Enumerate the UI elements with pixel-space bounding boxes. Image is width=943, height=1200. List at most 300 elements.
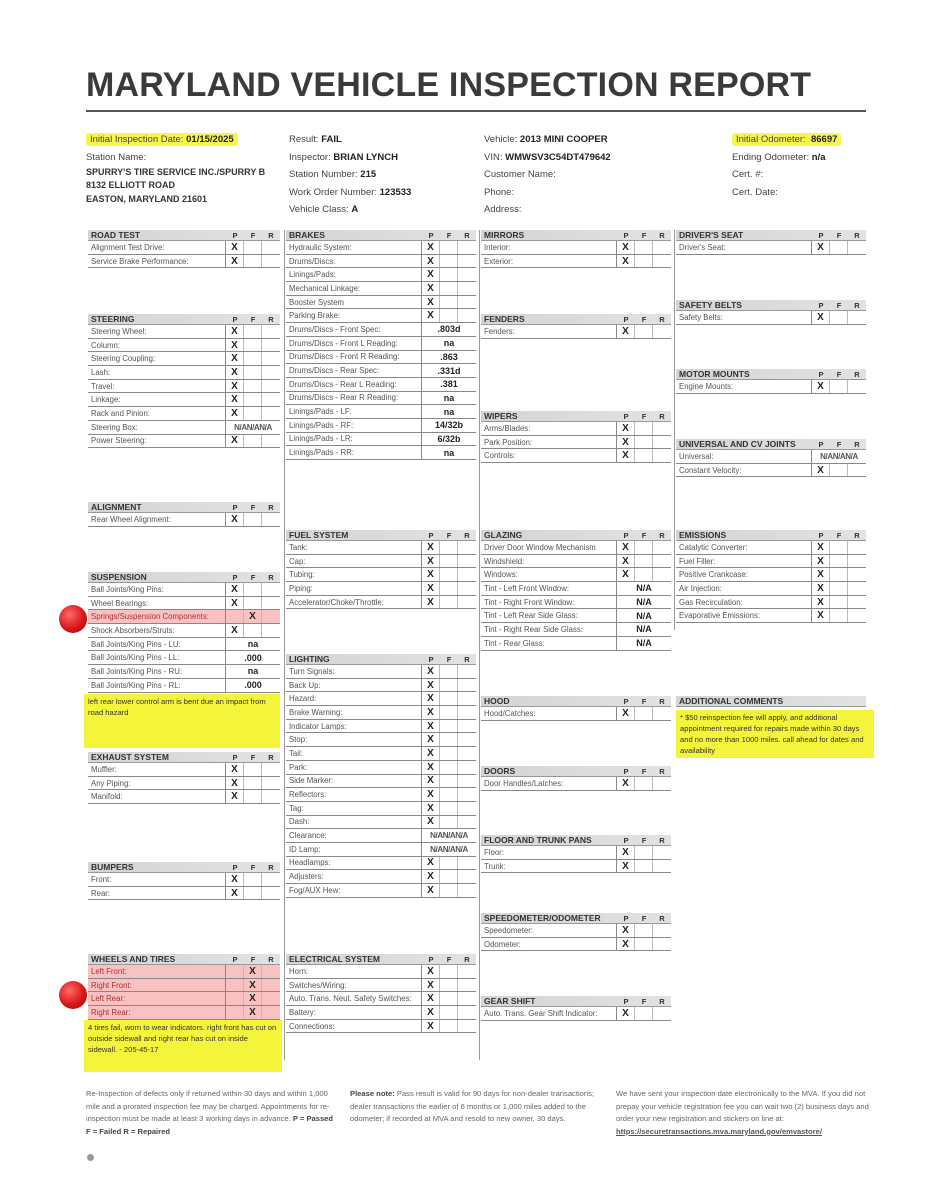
repaired-cell bbox=[262, 763, 280, 776]
section-cv-joints bbox=[676, 439, 866, 477]
inspection-row bbox=[286, 665, 476, 679]
row-measurement: N/A bbox=[636, 624, 652, 635]
row-measurement: N/A bbox=[636, 583, 652, 594]
doors-header: DOORS P F R bbox=[481, 766, 671, 777]
fail-cell bbox=[440, 596, 458, 609]
mirrors-header: MIRRORS P F R bbox=[481, 230, 671, 241]
row-label: Front: bbox=[88, 873, 226, 886]
pass-cell: X bbox=[226, 873, 244, 886]
inspection-row bbox=[286, 568, 476, 582]
inspection-row bbox=[286, 761, 476, 775]
repaired-cell bbox=[458, 555, 476, 568]
repaired-cell bbox=[848, 541, 866, 554]
initial-inspection-date: Initial Inspection Date: 01/15/2025 bbox=[86, 133, 238, 146]
row-label: Tint - Rear Glass: bbox=[481, 637, 617, 650]
inspection-row bbox=[286, 979, 476, 993]
inspection-row bbox=[286, 788, 476, 802]
fail-cell bbox=[440, 309, 458, 322]
repaired-cell bbox=[653, 1007, 671, 1020]
row-measurement: na bbox=[443, 338, 455, 349]
fail-cell bbox=[440, 720, 458, 733]
row-label: Turn Signals: bbox=[286, 665, 422, 678]
row-label: Driver's Seat: bbox=[676, 241, 812, 254]
pass-cell: X bbox=[422, 816, 440, 829]
fail-cell bbox=[244, 393, 262, 406]
inspection-row bbox=[286, 706, 476, 720]
row-measurement: .000 bbox=[244, 680, 262, 691]
inspection-row bbox=[286, 870, 476, 884]
row-label: Linings/Pads - LF: bbox=[286, 405, 422, 418]
repaired-cell bbox=[458, 541, 476, 554]
row-label: Linkage: bbox=[88, 393, 226, 406]
inspection-row bbox=[88, 325, 280, 339]
repaired-cell bbox=[458, 775, 476, 788]
section-fenders bbox=[481, 314, 671, 339]
fail-cell bbox=[635, 541, 653, 554]
row-label: Tint - Right Rear Side Glass: bbox=[481, 623, 617, 636]
pass-cell: X bbox=[226, 790, 244, 803]
repaired-cell bbox=[262, 393, 280, 406]
repaired-cell bbox=[848, 380, 866, 393]
inspection-row bbox=[88, 610, 280, 624]
inspection-row bbox=[88, 624, 280, 638]
fail-cell bbox=[244, 583, 262, 596]
road-test-header: ROAD TEST P F R bbox=[88, 230, 280, 241]
row-label: Left Front: bbox=[88, 965, 226, 978]
inspection-row bbox=[286, 816, 476, 830]
inspection-row bbox=[88, 777, 280, 791]
pass-cell: X bbox=[226, 887, 244, 900]
inspection-row bbox=[481, 637, 671, 651]
pass-cell: X bbox=[422, 857, 440, 870]
repaired-cell bbox=[262, 777, 280, 790]
section-road-test bbox=[88, 230, 280, 268]
row-label: Drums/Discs - Rear Spec: bbox=[286, 364, 422, 377]
fail-cell bbox=[440, 857, 458, 870]
fail-cell bbox=[830, 596, 848, 609]
row-label: Gas Recirculation: bbox=[676, 596, 812, 609]
footer-reinspection-note: Re-Inspection of defects only if returned within 30 days and within 1,000 mile and a prorated inspection fee may be charged. Appointments for re-inspection must be made at least 3 working days in advance. P = Passed F = Failed R = Repaired bbox=[86, 1089, 334, 1136]
inspection-row bbox=[286, 884, 476, 898]
row-label: Ball Joints/King Pins: bbox=[88, 583, 226, 596]
section-safety-belts bbox=[676, 300, 866, 325]
fail-cell bbox=[635, 707, 653, 720]
row-label: Reflectors: bbox=[286, 788, 422, 801]
repaired-cell bbox=[458, 582, 476, 595]
alignment-header: ALIGNMENT P F R bbox=[88, 502, 280, 513]
inspection-row bbox=[286, 733, 476, 747]
pass-cell: X bbox=[617, 541, 635, 554]
fail-cell bbox=[244, 597, 262, 610]
inspection-row bbox=[88, 638, 280, 652]
fail-cell bbox=[440, 582, 458, 595]
fail-cell bbox=[440, 733, 458, 746]
address-field: Address: bbox=[484, 204, 522, 215]
row-label: Mechanical Linkage: bbox=[286, 282, 422, 295]
row-label: Fuel Filler: bbox=[676, 555, 812, 568]
row-label: Interior: bbox=[481, 241, 617, 254]
inspection-row bbox=[481, 325, 671, 339]
pass-cell: X bbox=[226, 407, 244, 420]
station-address-2: EASTON, MARYLAND 21601 bbox=[86, 194, 208, 204]
pass-cell: X bbox=[422, 568, 440, 581]
row-label: Horn: bbox=[286, 965, 422, 978]
fail-cell: X bbox=[244, 992, 262, 1005]
row-label: Trunk: bbox=[481, 860, 617, 873]
repaired-cell bbox=[653, 777, 671, 790]
repaired-cell bbox=[262, 624, 280, 637]
repaired-cell bbox=[653, 568, 671, 581]
row-label: Ball Joints/King Pins - RU: bbox=[88, 665, 226, 678]
mva-store-link[interactable]: https://securetransactions.mva.maryland.gov/emvastore/ bbox=[616, 1126, 822, 1136]
inspection-row bbox=[676, 241, 866, 255]
row-measurement: .381 bbox=[440, 379, 458, 390]
row-label: Auto. Trans. Neut. Safety Switches: bbox=[286, 992, 422, 1005]
row-label: Clearance: bbox=[286, 829, 422, 842]
row-label: Lash: bbox=[88, 366, 226, 379]
inspection-row bbox=[676, 596, 866, 610]
row-label: Steering Wheel: bbox=[88, 325, 226, 338]
repaired-cell bbox=[262, 597, 280, 610]
fail-cell bbox=[440, 692, 458, 705]
section-wipers bbox=[481, 411, 671, 463]
inspection-row bbox=[88, 887, 280, 901]
pass-cell: X bbox=[422, 965, 440, 978]
inspection-row bbox=[88, 421, 280, 435]
fail-cell bbox=[635, 255, 653, 268]
row-label: Muffler: bbox=[88, 763, 226, 776]
pass-cell: X bbox=[422, 884, 440, 897]
row-label: Drums/Discs: bbox=[286, 255, 422, 268]
repaired-cell bbox=[262, 366, 280, 379]
repaired-cell bbox=[458, 568, 476, 581]
fail-cell bbox=[244, 513, 262, 526]
inspection-row bbox=[88, 352, 280, 366]
header-station-block bbox=[86, 131, 296, 206]
row-label: Back Up: bbox=[286, 679, 422, 692]
inspection-row bbox=[286, 555, 476, 569]
row-measurement: N/A bbox=[636, 638, 652, 649]
fail-cell bbox=[440, 282, 458, 295]
inspection-row bbox=[481, 623, 671, 637]
row-label: Linings/Pads: bbox=[286, 268, 422, 281]
row-label: Right Front: bbox=[88, 979, 226, 992]
electrical-header: ELECTRICAL SYSTEM P F R bbox=[286, 954, 476, 965]
inspection-row bbox=[481, 582, 671, 596]
inspection-row bbox=[676, 541, 866, 555]
row-label: Tubing: bbox=[286, 568, 422, 581]
row-label: Tint - Left Front Window: bbox=[481, 582, 617, 595]
pass-cell: X bbox=[226, 255, 244, 268]
exhaust-header: EXHAUST SYSTEM P F R bbox=[88, 752, 280, 763]
drivers-seat-header: DRIVER'S SEAT P F R bbox=[676, 230, 866, 241]
fail-cell bbox=[440, 255, 458, 268]
inspection-row bbox=[481, 449, 671, 463]
inspection-row bbox=[286, 775, 476, 789]
vehicle-field: Vehicle: 2013 MINI COOPER bbox=[484, 134, 608, 145]
repaired-cell bbox=[653, 325, 671, 338]
column-divider bbox=[479, 230, 480, 1060]
pass-cell: X bbox=[422, 870, 440, 883]
row-label: Tag: bbox=[286, 802, 422, 815]
pass-cell: X bbox=[226, 597, 244, 610]
pass-cell: X bbox=[617, 1007, 635, 1020]
row-label: Controls: bbox=[481, 449, 617, 462]
row-label: Steering Box: bbox=[88, 421, 226, 434]
pass-cell: X bbox=[812, 596, 830, 609]
glazing-header: GLAZING P F R bbox=[481, 530, 671, 541]
inspection-row bbox=[286, 965, 476, 979]
inspection-row bbox=[286, 296, 476, 310]
repaired-cell bbox=[848, 582, 866, 595]
fail-cell: X bbox=[244, 965, 262, 978]
fail-cell bbox=[830, 609, 848, 622]
fail-cell bbox=[244, 624, 262, 637]
fail-cell bbox=[244, 763, 262, 776]
inspection-row bbox=[481, 422, 671, 436]
station-number-field: Station Number: 215 bbox=[289, 169, 377, 180]
pass-cell: X bbox=[617, 924, 635, 937]
column-divider bbox=[284, 230, 285, 1060]
row-label: Hydraulic System: bbox=[286, 241, 422, 254]
pass-cell: X bbox=[226, 380, 244, 393]
pass-cell: X bbox=[422, 282, 440, 295]
row-label: Piping: bbox=[286, 582, 422, 595]
fail-cell bbox=[244, 352, 262, 365]
row-measurement: N/A bbox=[636, 597, 652, 608]
fail-cell bbox=[440, 541, 458, 554]
inspection-row bbox=[286, 596, 476, 610]
section-alignment bbox=[88, 502, 280, 527]
section-hood bbox=[481, 696, 671, 721]
fail-cell bbox=[440, 788, 458, 801]
row-label: Left Rear: bbox=[88, 992, 226, 1005]
fail-cell bbox=[244, 790, 262, 803]
inspection-row bbox=[88, 763, 280, 777]
row-label: Fog/AUX Hew: bbox=[286, 884, 422, 897]
fail-cell bbox=[830, 582, 848, 595]
fail-cell bbox=[830, 541, 848, 554]
pass-cell: X bbox=[422, 1006, 440, 1019]
customer-name-field: Customer Name: bbox=[484, 169, 556, 180]
fail-cell bbox=[635, 555, 653, 568]
row-label: Ball Joints/King Pins - RL: bbox=[88, 679, 226, 692]
inspection-row bbox=[88, 651, 280, 665]
row-measurement: N/A bbox=[636, 610, 652, 621]
pass-cell: X bbox=[226, 513, 244, 526]
pass-cell: X bbox=[617, 325, 635, 338]
repaired-cell bbox=[848, 241, 866, 254]
vehicle-class-field: Vehicle Class: A bbox=[289, 204, 359, 215]
inspection-row bbox=[481, 609, 671, 623]
repaired-cell bbox=[262, 352, 280, 365]
steering-header: STEERING P F R bbox=[88, 314, 280, 325]
header-result-block bbox=[289, 131, 479, 219]
repaired-cell bbox=[262, 873, 280, 886]
repaired-cell bbox=[262, 979, 280, 992]
row-not-applicable: N/AN/AN/A bbox=[430, 831, 468, 841]
pass-cell: X bbox=[422, 733, 440, 746]
fail-cell bbox=[635, 241, 653, 254]
header-odometer-block bbox=[732, 131, 882, 201]
fail-cell bbox=[635, 938, 653, 951]
repaired-cell bbox=[458, 282, 476, 295]
fail-cell bbox=[830, 555, 848, 568]
wheels-tires-header: WHEELS AND TIRES P F R bbox=[88, 954, 280, 965]
fenders-header: FENDERS P F R bbox=[481, 314, 671, 325]
fail-cell bbox=[440, 775, 458, 788]
fail-cell: X bbox=[244, 610, 262, 623]
wipers-header: WIPERS P F R bbox=[481, 411, 671, 422]
pass-cell bbox=[226, 965, 244, 978]
inspection-row bbox=[286, 268, 476, 282]
inspection-row bbox=[676, 609, 866, 623]
fail-cell bbox=[830, 568, 848, 581]
fail-cell bbox=[244, 777, 262, 790]
row-label: Constant Velocity: bbox=[676, 464, 812, 477]
repaired-cell bbox=[848, 311, 866, 324]
row-label: Dash: bbox=[286, 816, 422, 829]
fail-cell bbox=[440, 296, 458, 309]
fail-cell bbox=[830, 311, 848, 324]
fail-cell bbox=[830, 380, 848, 393]
row-label: Brake Warning: bbox=[286, 706, 422, 719]
page-indicator-dot bbox=[87, 1154, 94, 1161]
repaired-cell bbox=[653, 255, 671, 268]
repaired-cell bbox=[458, 965, 476, 978]
repaired-cell bbox=[653, 555, 671, 568]
inspection-row bbox=[676, 464, 866, 478]
pass-cell: X bbox=[226, 393, 244, 406]
fuel-system-header: FUEL SYSTEM P F R bbox=[286, 530, 476, 541]
pass-cell: X bbox=[422, 309, 440, 322]
inspection-row bbox=[286, 747, 476, 761]
row-label: Power Steering: bbox=[88, 435, 226, 448]
pass-cell: X bbox=[812, 311, 830, 324]
inspection-row bbox=[88, 992, 280, 1006]
fail-cell: X bbox=[244, 979, 262, 992]
repaired-cell bbox=[458, 733, 476, 746]
row-label: Accelerator/Choke/Throttle: bbox=[286, 596, 422, 609]
repaired-cell bbox=[653, 422, 671, 435]
inspection-row bbox=[286, 843, 476, 857]
pass-cell: X bbox=[422, 665, 440, 678]
inspection-row bbox=[88, 679, 280, 693]
row-label: ID Lamp: bbox=[286, 843, 422, 856]
inspection-row bbox=[88, 255, 280, 269]
row-measurement: na bbox=[443, 447, 455, 458]
inspection-row bbox=[88, 366, 280, 380]
phone-field: Phone: bbox=[484, 186, 515, 198]
row-label: Headlamps: bbox=[286, 857, 422, 870]
row-label: Switches/Wiring: bbox=[286, 979, 422, 992]
repaired-cell bbox=[262, 339, 280, 352]
pass-cell: X bbox=[617, 449, 635, 462]
bumpers-header: BUMPERS P F R bbox=[88, 862, 280, 873]
fail-cell bbox=[635, 860, 653, 873]
row-label: Speedometer: bbox=[481, 924, 617, 937]
repaired-cell bbox=[262, 887, 280, 900]
inspection-row bbox=[481, 255, 671, 269]
fail-cell bbox=[440, 679, 458, 692]
row-measurement: .000 bbox=[244, 652, 262, 663]
fail-cell bbox=[830, 464, 848, 477]
pass-cell: X bbox=[812, 555, 830, 568]
inspection-row bbox=[481, 568, 671, 582]
pass-cell: X bbox=[422, 979, 440, 992]
fail-cell bbox=[244, 325, 262, 338]
pass-cell: X bbox=[422, 296, 440, 309]
inspection-row bbox=[481, 541, 671, 555]
pass-cell: X bbox=[422, 555, 440, 568]
inspection-row bbox=[286, 857, 476, 871]
pass-cell: X bbox=[812, 541, 830, 554]
pass-cell: X bbox=[812, 241, 830, 254]
pass-cell: X bbox=[226, 763, 244, 776]
row-label: Driver Door Window Mechanism bbox=[481, 541, 617, 554]
pass-cell: X bbox=[422, 679, 440, 692]
inspection-row bbox=[286, 241, 476, 255]
station-address-1: 8132 ELLIOTT ROAD bbox=[86, 180, 176, 190]
inspection-row bbox=[676, 582, 866, 596]
pass-cell: X bbox=[226, 366, 244, 379]
fail-cell bbox=[830, 241, 848, 254]
row-label: Hood/Catches: bbox=[481, 707, 617, 720]
repaired-cell bbox=[653, 241, 671, 254]
row-label: Indicator Lamps: bbox=[286, 720, 422, 733]
fail-cell bbox=[440, 884, 458, 897]
section-electrical bbox=[286, 954, 476, 1033]
inspection-row bbox=[286, 392, 476, 406]
row-label: Ball Joints/King Pins - LU: bbox=[88, 638, 226, 651]
row-measurement: na bbox=[443, 406, 455, 417]
section-gear-shift bbox=[481, 996, 671, 1021]
inspection-row bbox=[286, 351, 476, 365]
inspection-row bbox=[481, 938, 671, 952]
pass-cell: X bbox=[422, 268, 440, 281]
inspection-row bbox=[481, 555, 671, 569]
repaired-cell bbox=[262, 513, 280, 526]
row-label: Parking Brake: bbox=[286, 309, 422, 322]
repaired-cell bbox=[458, 241, 476, 254]
row-label: Drums/Discs - Rear L Reading: bbox=[286, 378, 422, 391]
row-label: Arms/Blades: bbox=[481, 422, 617, 435]
repaired-cell bbox=[458, 884, 476, 897]
vin-field: VIN: WMWSV3C54DT479642 bbox=[484, 151, 611, 163]
fail-cell bbox=[244, 241, 262, 254]
pass-cell bbox=[226, 992, 244, 1005]
pass-cell: X bbox=[422, 1020, 440, 1033]
row-label: Stop: bbox=[286, 733, 422, 746]
repaired-cell bbox=[848, 609, 866, 622]
cv-joints-header: UNIVERSAL AND CV JOINTS P F R bbox=[676, 439, 866, 450]
pass-cell: X bbox=[422, 692, 440, 705]
fail-cell bbox=[635, 777, 653, 790]
cert-date-field: Cert. Date: bbox=[732, 186, 778, 198]
fail-cell bbox=[635, 846, 653, 859]
repaired-cell bbox=[458, 802, 476, 815]
pass-cell: X bbox=[617, 568, 635, 581]
inspection-row bbox=[676, 450, 866, 464]
inspection-row bbox=[88, 513, 280, 527]
column-divider bbox=[674, 230, 675, 630]
row-label: Catalytic Converter: bbox=[676, 541, 812, 554]
row-label: Shock Absorbers/Struts: bbox=[88, 624, 226, 637]
pass-cell: X bbox=[422, 992, 440, 1005]
inspection-row bbox=[286, 378, 476, 392]
pass-cell: X bbox=[617, 707, 635, 720]
row-label: Steering Coupling: bbox=[88, 352, 226, 365]
